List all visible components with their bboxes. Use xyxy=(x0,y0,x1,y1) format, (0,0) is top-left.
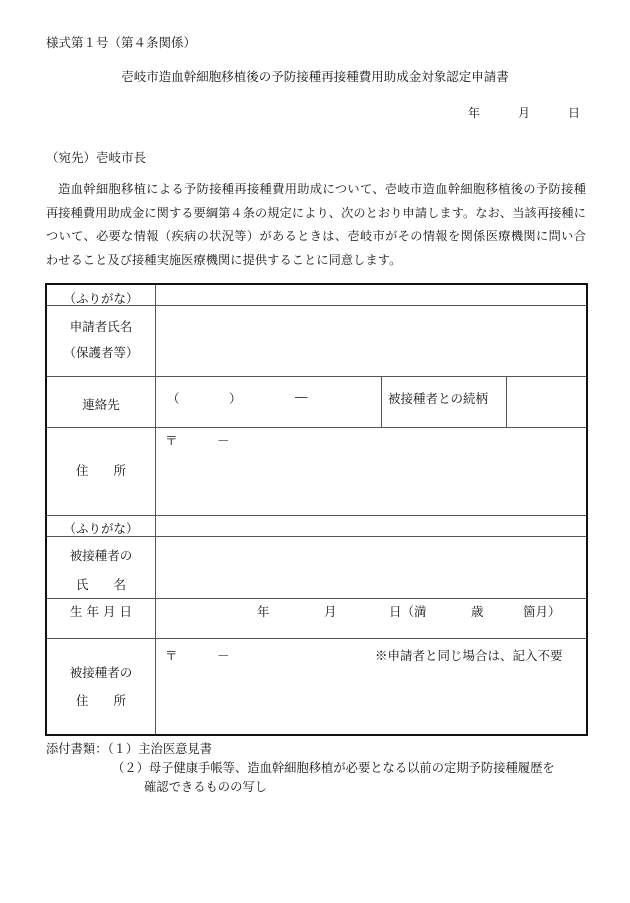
recipient-address-label: 被接種者の xyxy=(69,665,133,680)
date-year: 年 xyxy=(467,106,480,120)
birth-day-age: 日（満 xyxy=(389,604,427,619)
age-months: 箇月） xyxy=(523,604,561,619)
birthdate-label: 生 年 月 日 xyxy=(70,604,132,619)
postal-mark-2: 〒 xyxy=(165,648,178,663)
row-divider xyxy=(47,638,586,639)
column-divider xyxy=(155,285,156,734)
applicant-name-label: 申請者氏名 xyxy=(69,319,133,334)
date-line xyxy=(468,104,580,121)
date-day: 日 xyxy=(567,106,580,120)
furigana-label: （ふりがな） xyxy=(63,291,139,306)
phone-area-open: （ xyxy=(167,391,180,406)
attachment-item-2: （２）母子健康手帳等、造血幹細胞移植が必要となる以前の定期予防接種履歴を xyxy=(112,761,555,775)
age-years: 歳 xyxy=(471,604,484,619)
document-title: 壱岐市造血幹細胞移植後の予防接種再接種費用助成金対象認定申請書 xyxy=(121,69,509,84)
recipient-line: （宛先）壱岐市長 xyxy=(46,150,147,165)
postal-mark: 〒 xyxy=(165,433,178,448)
column-divider xyxy=(506,376,507,427)
applicant-furigana-field[interactable] xyxy=(157,306,586,375)
date-month: 月 xyxy=(517,106,530,120)
phone-dash: ― xyxy=(295,389,308,404)
birth-month: 月 xyxy=(324,604,337,619)
body-paragraph xyxy=(46,178,586,272)
address-label: 住 所 xyxy=(75,463,126,478)
row-divider xyxy=(47,598,586,599)
attachment-item-1: 添付書類：（１）主治医意見書 xyxy=(46,742,213,756)
column-divider xyxy=(381,376,382,427)
phone-area-close: ） xyxy=(229,391,242,406)
recipient-address-label-2: 住 所 xyxy=(75,693,126,708)
recipient-name-label: 被接種者の xyxy=(69,548,133,563)
applicant-guardian-label: （保護者等） xyxy=(63,345,139,360)
relationship-label: 被接種者との続柄 xyxy=(388,391,489,406)
attachments xyxy=(46,740,555,797)
contact-label: 連絡先 xyxy=(82,397,120,412)
row-divider xyxy=(47,515,586,516)
body-text: 造血幹細胞移植による予防接種再接種費用助成について、壱岐市造血幹細胞移植後の予防接種再接種費用助成金に関する要綱第４条の規定により、次のとおり申請します。なお、当該再接種について、必要な情報（疾病の状況等）があるときは、壱岐市がその情報を関係医療機関に問い合わせること及び接種実施医療機関に提供することに同意します。 xyxy=(46,182,586,267)
furigana-label-2: （ふりがな） xyxy=(63,521,139,536)
row-divider xyxy=(47,427,586,428)
form-number: 様式第１号（第４条関係） xyxy=(46,35,197,50)
birth-year: 年 xyxy=(257,604,270,619)
attachment-item-2-cont: 確認できるものの写し xyxy=(144,780,267,794)
application-form-table xyxy=(45,283,588,736)
postal-dash-2: － xyxy=(217,648,230,663)
same-address-note: ※申請者と同じ場合は、記入不要 xyxy=(375,648,563,663)
postal-dash: － xyxy=(217,433,230,448)
recipient-name-label-2: 氏 名 xyxy=(75,577,126,592)
